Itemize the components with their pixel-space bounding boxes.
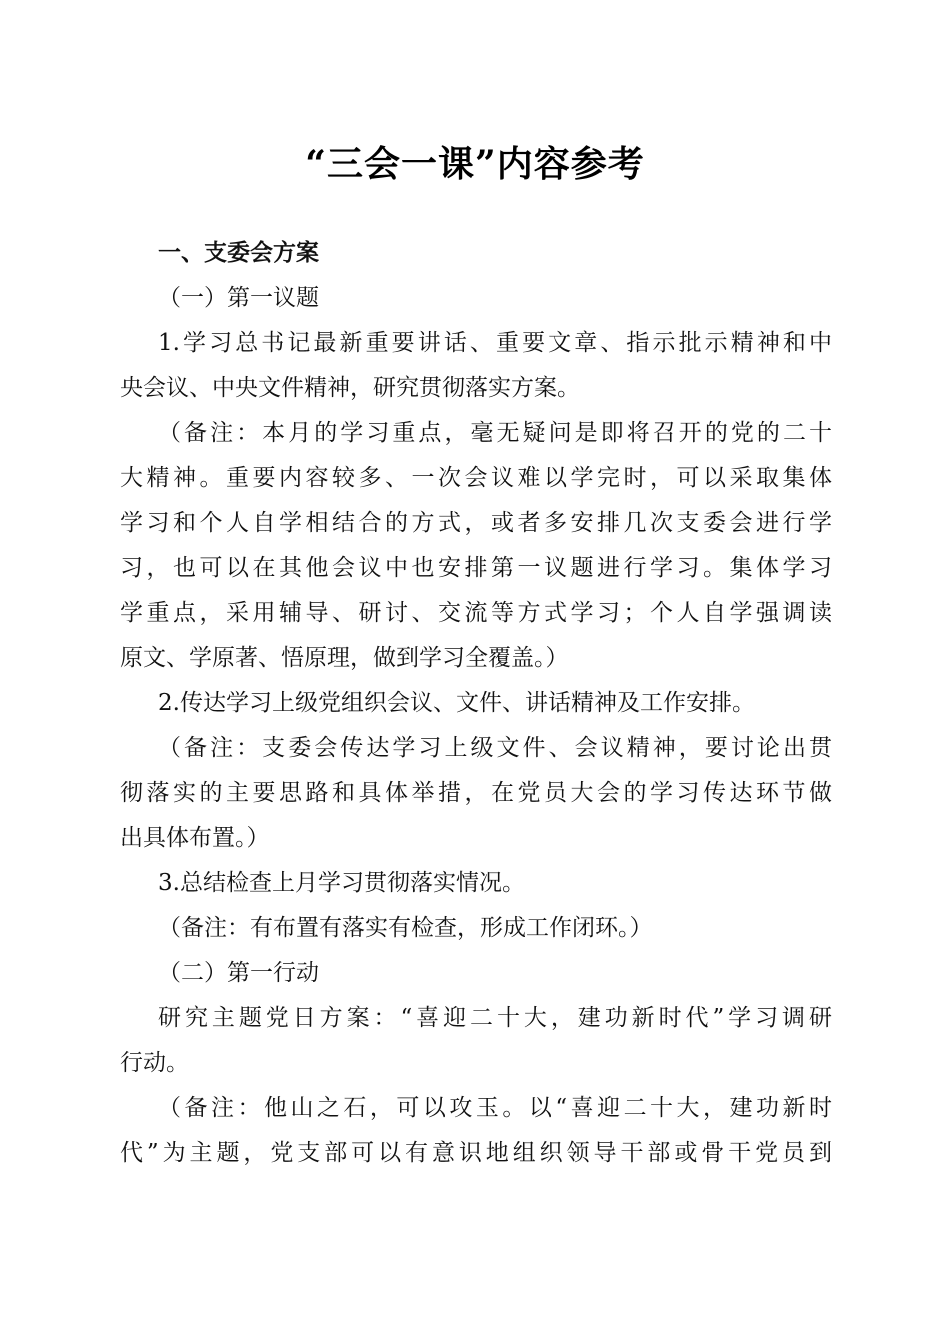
paragraph-line: 代”为主题，党支部可以有意识地组织领导干部或骨干党员到 [120,1140,832,1166]
paragraph-line: （备注：有布置有落实有检查，形成工作闭环。） [158,915,653,941]
page-title: “三会一课”内容参考 [305,143,645,185]
paragraph-line: 学习和个人自学相结合的方式，或者多安排几次支委会进行学 [120,510,832,536]
paragraph-line: 3.总结检查上月学习贯彻落实情况。 [158,870,525,896]
paragraph-line: 行动。 [120,1050,189,1076]
paragraph-line: 习，也可以在其他会议中也安排第一议题进行学习。集体学习 [120,555,832,581]
subsection-heading: （一）第一议题 [158,285,319,311]
paragraph-line: 出具体布置。） [120,825,270,851]
paragraph-line: 1.学习总书记最新重要讲话、重要文章、指示批示精神和中 [158,330,832,356]
paragraph-line: 研究主题党日方案：“喜迎二十大，建功新时代”学习调研 [158,1005,832,1031]
paragraph-line: 大精神。重要内容较多、一次会议难以学完时，可以采取集体 [120,465,832,491]
section-heading: 一、支委会方案 [158,240,319,266]
paragraph-line: 2.传达学习上级党组织会议、文件、讲话精神及工作安排。 [158,690,755,716]
paragraph-line: 央会议、中央文件精神，研究贯彻落实方案。 [120,375,580,401]
paragraph-line: （备注：本月的学习重点，毫无疑问是即将召开的党的二十 [158,420,832,446]
paragraph-line: 学重点，采用辅导、研讨、交流等方式学习；个人自学强调读 [120,600,832,626]
paragraph-line: （备注：他山之石，可以攻玉。以“喜迎二十大，建功新时 [158,1095,832,1121]
subsection-heading: （二）第一行动 [158,960,319,986]
paragraph-line: 彻落实的主要思路和具体举措，在党员大会的学习传达环节做 [120,780,832,806]
paragraph-line: 原文、学原著、悟原理，做到学习全覆盖。） [120,645,569,671]
paragraph-line: （备注：支委会传达学习上级文件、会议精神，要讨论出贯 [158,735,832,761]
